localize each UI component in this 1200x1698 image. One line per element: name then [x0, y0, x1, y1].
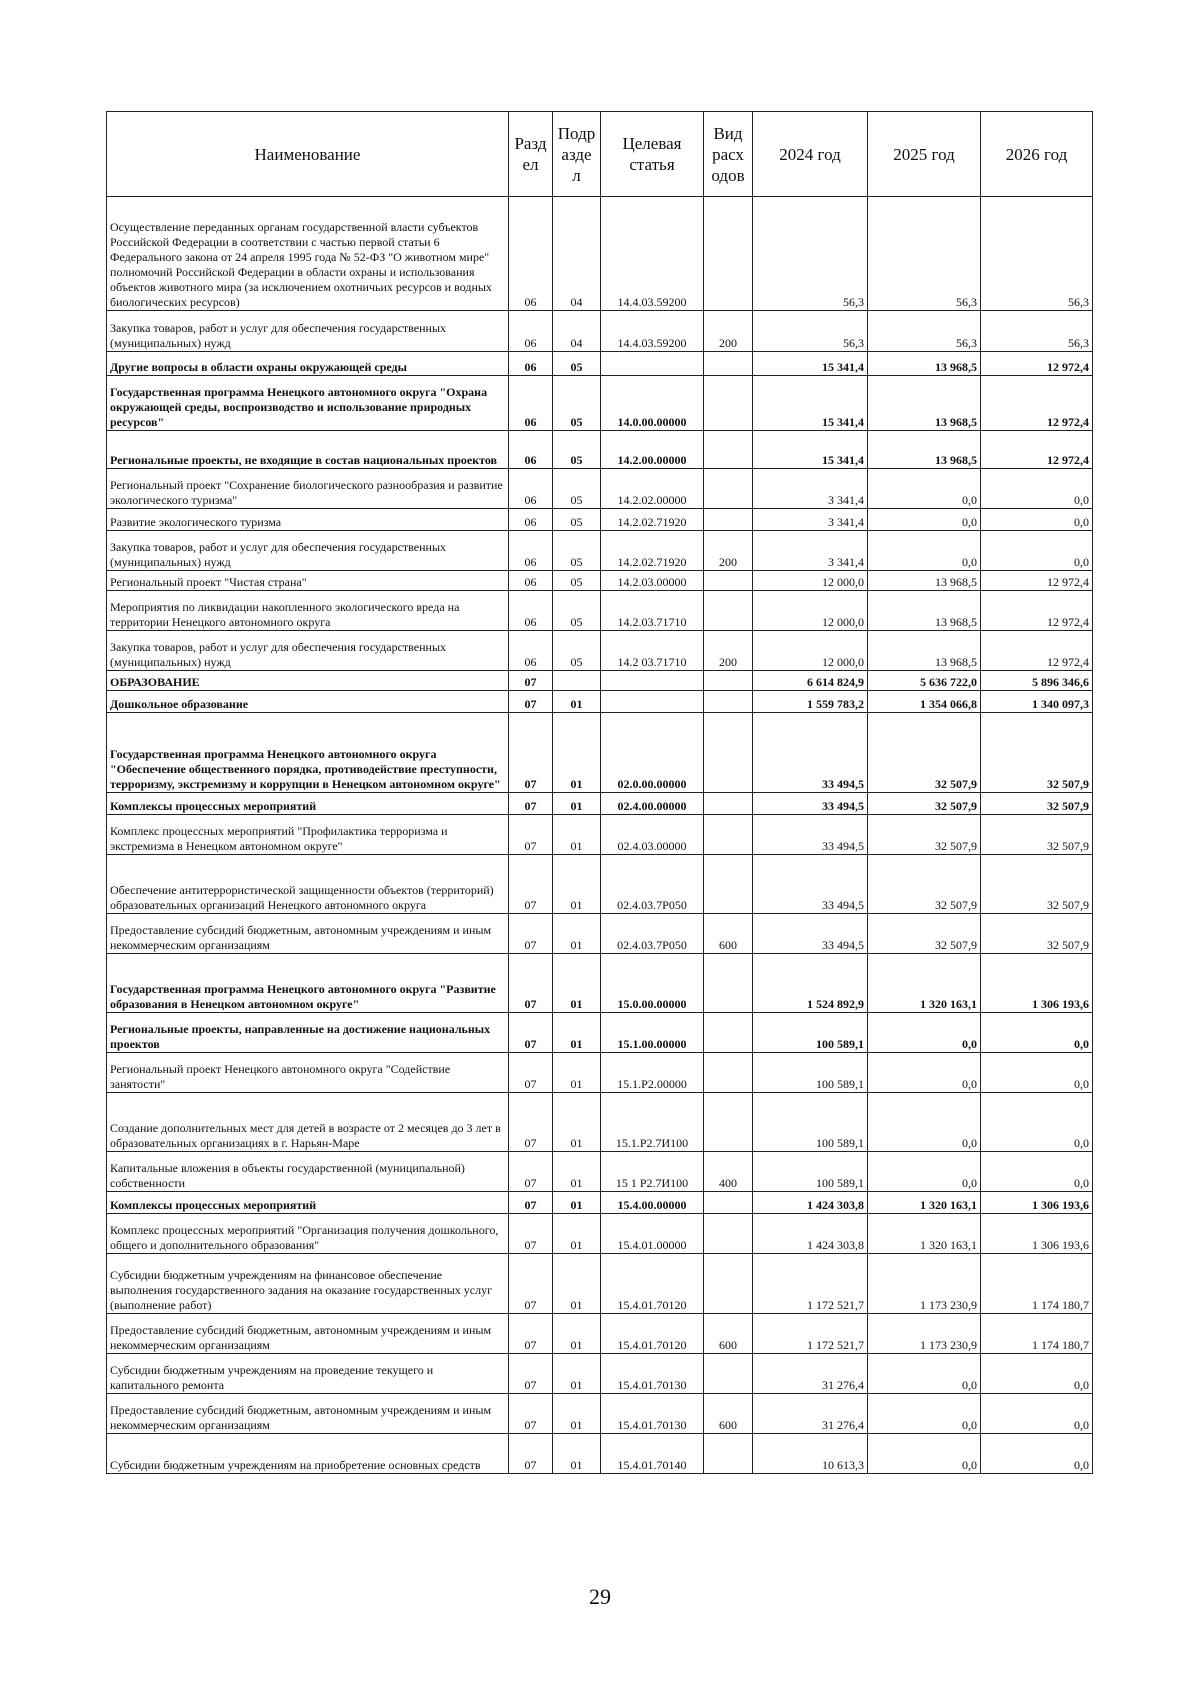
row-article: 15.1.Р2.7И100 — [601, 1093, 704, 1152]
row-2025: 32 507,9 — [868, 793, 981, 815]
row-2026: 56,3 — [981, 197, 1093, 311]
row-name: Субсидии бюджетным учреждениям на приобретение основных средств — [107, 1434, 509, 1474]
row-name: Региональные проекты, направленные на достижение национальных проектов — [107, 1013, 509, 1053]
row-razdel: 06 — [509, 509, 553, 531]
row-2025: 56,3 — [868, 197, 981, 311]
table-row — [107, 793, 1093, 815]
row-2024: 100 589,1 — [753, 1152, 868, 1192]
row-2024: 31 276,4 — [753, 1394, 868, 1434]
row-article: 15.0.00.00000 — [601, 954, 704, 1013]
row-2026: 56,3 — [981, 311, 1093, 352]
row-vid — [704, 691, 753, 713]
row-vid — [704, 1434, 753, 1474]
row-2026: 1 306 193,6 — [981, 1192, 1093, 1214]
row-vid — [704, 1354, 753, 1394]
row-podrazdel: 01 — [553, 1093, 601, 1152]
row-razdel: 07 — [509, 815, 553, 855]
row-razdel: 07 — [509, 793, 553, 815]
page-number: 29 — [589, 1584, 611, 1609]
row-article: 14.2.02.71920 — [601, 509, 704, 531]
table-body — [107, 197, 1093, 1474]
row-vid — [704, 509, 753, 531]
row-2024: 1 524 892,9 — [753, 954, 868, 1013]
row-2025: 0,0 — [868, 469, 981, 509]
row-vid: 600 — [704, 914, 753, 954]
row-razdel: 06 — [509, 197, 553, 311]
row-razdel: 07 — [509, 671, 553, 691]
row-razdel: 07 — [509, 855, 553, 914]
table-row — [107, 1434, 1093, 1474]
row-2026: 32 507,9 — [981, 815, 1093, 855]
row-2026: 0,0 — [981, 1152, 1093, 1192]
row-article — [601, 352, 704, 376]
table-row — [107, 1314, 1093, 1354]
row-2025: 1 173 230,9 — [868, 1314, 981, 1354]
row-vid: 600 — [704, 1314, 753, 1354]
row-article: 14.2.02.71920 — [601, 531, 704, 571]
row-podrazdel: 05 — [553, 376, 601, 431]
table-row — [107, 1013, 1093, 1053]
row-2025: 13 968,5 — [868, 376, 981, 431]
row-razdel: 06 — [509, 531, 553, 571]
row-podrazdel — [553, 671, 601, 691]
row-podrazdel: 01 — [553, 1214, 601, 1254]
row-name: Региональные проекты, не входящие в состав национальных проектов — [107, 431, 509, 469]
row-name: Комплекс процессных мероприятий "Профилактика терроризма и экстремизма в Ненецком автономном округе" — [107, 815, 509, 855]
row-razdel: 06 — [509, 571, 553, 591]
row-2025: 32 507,9 — [868, 914, 981, 954]
row-podrazdel: 05 — [553, 591, 601, 631]
row-razdel: 06 — [509, 431, 553, 469]
row-article: 15.4.01.00000 — [601, 1214, 704, 1254]
header-vid: Вид расх одов — [704, 112, 753, 197]
row-podrazdel: 05 — [553, 352, 601, 376]
row-podrazdel: 01 — [553, 793, 601, 815]
row-2024: 10 613,3 — [753, 1434, 868, 1474]
row-2025: 13 968,5 — [868, 631, 981, 671]
row-podrazdel: 01 — [553, 1053, 601, 1093]
row-podrazdel: 01 — [553, 1354, 601, 1394]
row-podrazdel: 01 — [553, 691, 601, 713]
row-podrazdel: 04 — [553, 197, 601, 311]
row-article: 14.4.03.59200 — [601, 311, 704, 352]
row-name: Предоставление субсидий бюджетным, автономным учреждениям и иным некоммерческим организациям — [107, 914, 509, 954]
row-2026: 32 507,9 — [981, 855, 1093, 914]
row-2025: 1 320 163,1 — [868, 1214, 981, 1254]
row-2026: 0,0 — [981, 1093, 1093, 1152]
row-2025: 13 968,5 — [868, 352, 981, 376]
row-vid — [704, 671, 753, 691]
table-row — [107, 1152, 1093, 1192]
row-2024: 33 494,5 — [753, 855, 868, 914]
row-2026: 1 174 180,7 — [981, 1254, 1093, 1314]
table-row — [107, 571, 1093, 591]
row-name: Региональный проект "Сохранение биологического разнообразия и развитие экологического туризма" — [107, 469, 509, 509]
row-2024: 3 341,4 — [753, 531, 868, 571]
row-article: 15.4.01.70140 — [601, 1434, 704, 1474]
row-name: Мероприятия по ликвидации накопленного экологического вреда на территории Ненецкого автономного округа — [107, 591, 509, 631]
row-name: Субсидии бюджетным учреждениям на финансовое обеспечение выполнения государственного задания на оказание государственных услуг (выполнение работ) — [107, 1254, 509, 1314]
table-row — [107, 815, 1093, 855]
row-article: 14.2.02.00000 — [601, 469, 704, 509]
table-header-row — [107, 112, 1093, 197]
row-name: Предоставление субсидий бюджетным, автономным учреждениям и иным некоммерческим организациям — [107, 1314, 509, 1354]
table-row — [107, 954, 1093, 1013]
row-2026: 0,0 — [981, 1053, 1093, 1093]
row-vid — [704, 1093, 753, 1152]
row-2025: 32 507,9 — [868, 815, 981, 855]
table-row — [107, 352, 1093, 376]
table-row — [107, 1254, 1093, 1314]
row-name: Комплекс процессных мероприятий "Организация получения дошкольного, общего и дополнительного образования" — [107, 1214, 509, 1254]
row-2025: 0,0 — [868, 1053, 981, 1093]
header-2025: 2025 год — [868, 112, 981, 197]
row-podrazdel: 01 — [553, 713, 601, 793]
row-2025: 1 173 230,9 — [868, 1254, 981, 1314]
row-razdel: 06 — [509, 469, 553, 509]
row-2026: 5 896 346,6 — [981, 671, 1093, 691]
row-2025: 0,0 — [868, 1394, 981, 1434]
row-razdel: 07 — [509, 1093, 553, 1152]
row-vid — [704, 855, 753, 914]
header-2026: 2026 год — [981, 112, 1093, 197]
row-2024: 3 341,4 — [753, 469, 868, 509]
row-name: Развитие экологического туризма — [107, 509, 509, 531]
row-podrazdel: 01 — [553, 1013, 601, 1053]
row-podrazdel: 01 — [553, 1152, 601, 1192]
row-name: Субсидии бюджетным учреждениям на проведение текущего и капитального ремонта — [107, 1354, 509, 1394]
row-article: 15.1.Р2.00000 — [601, 1053, 704, 1093]
row-name: Государственная программа Ненецкого автономного округа "Обеспечение общественного порядка, противодействие преступности, терроризму, экстремизму и коррупции в Ненецком автономном округе" — [107, 713, 509, 793]
table-row — [107, 1214, 1093, 1254]
row-2025: 0,0 — [868, 1013, 981, 1053]
header-name: Наименование — [107, 112, 509, 197]
row-name: Государственная программа Ненецкого автономного округа "Охрана окружающей среды, воспроизводство и использование природных ресурсов" — [107, 376, 509, 431]
row-2024: 12 000,0 — [753, 591, 868, 631]
row-2024: 31 276,4 — [753, 1354, 868, 1394]
table-row — [107, 591, 1093, 631]
row-2025: 0,0 — [868, 1152, 981, 1192]
row-2024: 33 494,5 — [753, 815, 868, 855]
table-row — [107, 1394, 1093, 1434]
row-vid — [704, 713, 753, 793]
row-podrazdel: 01 — [553, 954, 601, 1013]
row-article: 15.4.01.70120 — [601, 1314, 704, 1354]
row-vid — [704, 1053, 753, 1093]
row-article: 14.4.03.59200 — [601, 197, 704, 311]
row-2025: 0,0 — [868, 1093, 981, 1152]
row-2025: 0,0 — [868, 509, 981, 531]
row-vid: 200 — [704, 311, 753, 352]
row-name: Другие вопросы в области охраны окружающей среды — [107, 352, 509, 376]
row-name: ОБРАЗОВАНИЕ — [107, 671, 509, 691]
row-razdel: 07 — [509, 691, 553, 713]
row-name: Предоставление субсидий бюджетным, автономным учреждениям и иным некоммерческим организациям — [107, 1394, 509, 1434]
row-razdel: 07 — [509, 1354, 553, 1394]
row-article: 14.0.00.00000 — [601, 376, 704, 431]
row-article: 14.2.00.00000 — [601, 431, 704, 469]
row-vid — [704, 376, 753, 431]
row-2025: 13 968,5 — [868, 431, 981, 469]
row-2026: 0,0 — [981, 1394, 1093, 1434]
row-2025: 32 507,9 — [868, 855, 981, 914]
row-podrazdel: 05 — [553, 509, 601, 531]
row-2025: 0,0 — [868, 1434, 981, 1474]
row-razdel: 07 — [509, 713, 553, 793]
header-podrazdel: Подр азде л — [553, 112, 601, 197]
row-razdel: 07 — [509, 954, 553, 1013]
row-name: Капитальные вложения в объекты государственной (муниципальной) собственности — [107, 1152, 509, 1192]
row-2024: 6 614 824,9 — [753, 671, 868, 691]
row-podrazdel: 05 — [553, 531, 601, 571]
row-podrazdel: 05 — [553, 469, 601, 509]
row-article: 02.0.00.00000 — [601, 713, 704, 793]
header-article: Целевая статья — [601, 112, 704, 197]
row-vid — [704, 431, 753, 469]
row-2024: 1 424 303,8 — [753, 1214, 868, 1254]
row-podrazdel: 01 — [553, 1254, 601, 1314]
row-2024: 1 424 303,8 — [753, 1192, 868, 1214]
row-name: Государственная программа Ненецкого автономного округа "Развитие образования в Ненецком автономном округе" — [107, 954, 509, 1013]
row-name: Закупка товаров, работ и услуг для обеспечения государственных (муниципальных) нужд — [107, 531, 509, 571]
row-razdel: 07 — [509, 1394, 553, 1434]
row-2026: 32 507,9 — [981, 793, 1093, 815]
row-podrazdel: 04 — [553, 311, 601, 352]
row-2026: 12 972,4 — [981, 591, 1093, 631]
row-2024: 15 341,4 — [753, 352, 868, 376]
row-2025: 1 320 163,1 — [868, 1192, 981, 1214]
row-2025: 13 968,5 — [868, 571, 981, 591]
row-2025: 32 507,9 — [868, 713, 981, 793]
row-vid: 200 — [704, 531, 753, 571]
row-razdel: 07 — [509, 1434, 553, 1474]
row-razdel: 07 — [509, 1254, 553, 1314]
row-razdel: 06 — [509, 352, 553, 376]
row-2026: 32 507,9 — [981, 914, 1093, 954]
row-razdel: 07 — [509, 1152, 553, 1192]
row-podrazdel: 01 — [553, 1434, 601, 1474]
table-row — [107, 376, 1093, 431]
row-article: 15.4.01.70130 — [601, 1354, 704, 1394]
row-name: Обеспечение антитеррористической защищенности объектов (территорий) образовательных организаций Ненецкого автономного округа — [107, 855, 509, 914]
table-row — [107, 1354, 1093, 1394]
table-row — [107, 509, 1093, 531]
table-row — [107, 531, 1093, 571]
row-2026: 1 306 193,6 — [981, 954, 1093, 1013]
row-2024: 1 559 783,2 — [753, 691, 868, 713]
row-2025: 1 354 066,8 — [868, 691, 981, 713]
row-vid — [704, 793, 753, 815]
row-article: 15.4.01.70130 — [601, 1394, 704, 1434]
row-2026: 0,0 — [981, 1013, 1093, 1053]
row-2024: 100 589,1 — [753, 1013, 868, 1053]
row-vid — [704, 352, 753, 376]
table-row — [107, 1093, 1093, 1152]
row-razdel: 07 — [509, 1214, 553, 1254]
table-row — [107, 691, 1093, 713]
row-2024: 12 000,0 — [753, 571, 868, 591]
row-article — [601, 671, 704, 691]
row-2024: 1 172 521,7 — [753, 1314, 868, 1354]
row-vid: 600 — [704, 1394, 753, 1434]
row-article: 14.2.03.71710 — [601, 591, 704, 631]
row-razdel: 07 — [509, 1053, 553, 1093]
header-2024: 2024 год — [753, 112, 868, 197]
row-name: Комплексы процессных мероприятий — [107, 1192, 509, 1214]
table-row — [107, 1053, 1093, 1093]
row-podrazdel: 01 — [553, 1394, 601, 1434]
row-article — [601, 691, 704, 713]
row-article: 14.2 03.71710 — [601, 631, 704, 671]
header-razdel: Разд ел — [509, 112, 553, 197]
row-2025: 1 320 163,1 — [868, 954, 981, 1013]
row-vid — [704, 1192, 753, 1214]
row-2026: 0,0 — [981, 1434, 1093, 1474]
row-name: Региональный проект Ненецкого автономного округа "Содействие занятости" — [107, 1053, 509, 1093]
row-article: 15 1 Р2.7И100 — [601, 1152, 704, 1192]
row-2024: 100 589,1 — [753, 1053, 868, 1093]
row-name: Закупка товаров, работ и услуг для обеспечения государственных (муниципальных) нужд — [107, 311, 509, 352]
row-podrazdel: 05 — [553, 631, 601, 671]
row-article: 15.4.00.00000 — [601, 1192, 704, 1214]
row-podrazdel: 01 — [553, 1314, 601, 1354]
row-article: 02.4.03.7Р050 — [601, 855, 704, 914]
row-2026: 0,0 — [981, 469, 1093, 509]
table-row — [107, 713, 1093, 793]
row-2025: 56,3 — [868, 311, 981, 352]
row-razdel: 07 — [509, 1192, 553, 1214]
row-article: 02.4.03.7Р050 — [601, 914, 704, 954]
row-article: 15.1.00.00000 — [601, 1013, 704, 1053]
row-name: Создание дополнительных мест для детей в возрасте от 2 месяцев до 3 лет в образовательных организациях в г. Нарьян-Маре — [107, 1093, 509, 1152]
table-row — [107, 197, 1093, 311]
table-row — [107, 469, 1093, 509]
row-2024: 12 000,0 — [753, 631, 868, 671]
row-razdel: 07 — [509, 1314, 553, 1354]
row-2024: 15 341,4 — [753, 431, 868, 469]
row-2026: 1 174 180,7 — [981, 1314, 1093, 1354]
row-2024: 100 589,1 — [753, 1093, 868, 1152]
row-article: 02.4.03.00000 — [601, 815, 704, 855]
row-vid — [704, 1254, 753, 1314]
row-2025: 0,0 — [868, 1354, 981, 1394]
table-row — [107, 855, 1093, 914]
row-2026: 12 972,4 — [981, 352, 1093, 376]
row-name: Региональный проект "Чистая страна" — [107, 571, 509, 591]
row-article: 14.2.03.00000 — [601, 571, 704, 591]
table-row — [107, 311, 1093, 352]
row-vid — [704, 571, 753, 591]
row-vid — [704, 591, 753, 631]
row-article: 15.4.01.70120 — [601, 1254, 704, 1314]
row-2026: 1 340 097,3 — [981, 691, 1093, 713]
row-razdel: 06 — [509, 311, 553, 352]
budget-table — [106, 111, 1093, 1474]
row-2026: 12 972,4 — [981, 376, 1093, 431]
row-vid: 200 — [704, 631, 753, 671]
row-podrazdel: 01 — [553, 815, 601, 855]
row-2025: 5 636 722,0 — [868, 671, 981, 691]
row-vid — [704, 815, 753, 855]
row-vid — [704, 1013, 753, 1053]
row-vid — [704, 469, 753, 509]
row-podrazdel: 05 — [553, 571, 601, 591]
row-razdel: 06 — [509, 591, 553, 631]
table-row — [107, 431, 1093, 469]
row-article: 02.4.00.00000 — [601, 793, 704, 815]
row-2024: 1 172 521,7 — [753, 1254, 868, 1314]
row-razdel: 07 — [509, 914, 553, 954]
row-2024: 33 494,5 — [753, 914, 868, 954]
row-2026: 0,0 — [981, 531, 1093, 571]
row-vid — [704, 954, 753, 1013]
row-vid — [704, 1214, 753, 1254]
row-razdel: 06 — [509, 631, 553, 671]
row-2025: 13 968,5 — [868, 591, 981, 631]
row-2026: 1 306 193,6 — [981, 1214, 1093, 1254]
row-podrazdel: 01 — [553, 1192, 601, 1214]
row-2024: 33 494,5 — [753, 713, 868, 793]
row-razdel: 07 — [509, 1013, 553, 1053]
row-razdel: 06 — [509, 376, 553, 431]
row-2026: 12 972,4 — [981, 571, 1093, 591]
row-2024: 56,3 — [753, 197, 868, 311]
row-2026: 0,0 — [981, 1354, 1093, 1394]
row-name: Комплексы процессных мероприятий — [107, 793, 509, 815]
table-row — [107, 631, 1093, 671]
row-2024: 3 341,4 — [753, 509, 868, 531]
row-vid: 400 — [704, 1152, 753, 1192]
row-2026: 12 972,4 — [981, 631, 1093, 671]
row-name: Закупка товаров, работ и услуг для обеспечения государственных (муниципальных) нужд — [107, 631, 509, 671]
row-2026: 12 972,4 — [981, 431, 1093, 469]
row-podrazdel: 05 — [553, 431, 601, 469]
table-row — [107, 671, 1093, 691]
row-podrazdel: 01 — [553, 914, 601, 954]
row-2024: 33 494,5 — [753, 793, 868, 815]
table-row — [107, 1192, 1093, 1214]
row-name: Дошкольное образование — [107, 691, 509, 713]
row-2026: 32 507,9 — [981, 713, 1093, 793]
row-2026: 0,0 — [981, 509, 1093, 531]
row-name: Осуществление переданных органам государственной власти субъектов Российской Федерации в соответствии с частью первой статьи 6 Федерального закона от 24 апреля 1995 года № 52-ФЗ "О животном мире" полномочий Российской Федерации в области охраны и использования объектов животного мира (за исключением охотничьих ресурсов и водных биологических ресурсов) — [107, 197, 509, 311]
row-vid — [704, 197, 753, 311]
table-row — [107, 914, 1093, 954]
row-2024: 56,3 — [753, 311, 868, 352]
row-podrazdel: 01 — [553, 855, 601, 914]
row-2025: 0,0 — [868, 531, 981, 571]
row-2024: 15 341,4 — [753, 376, 868, 431]
